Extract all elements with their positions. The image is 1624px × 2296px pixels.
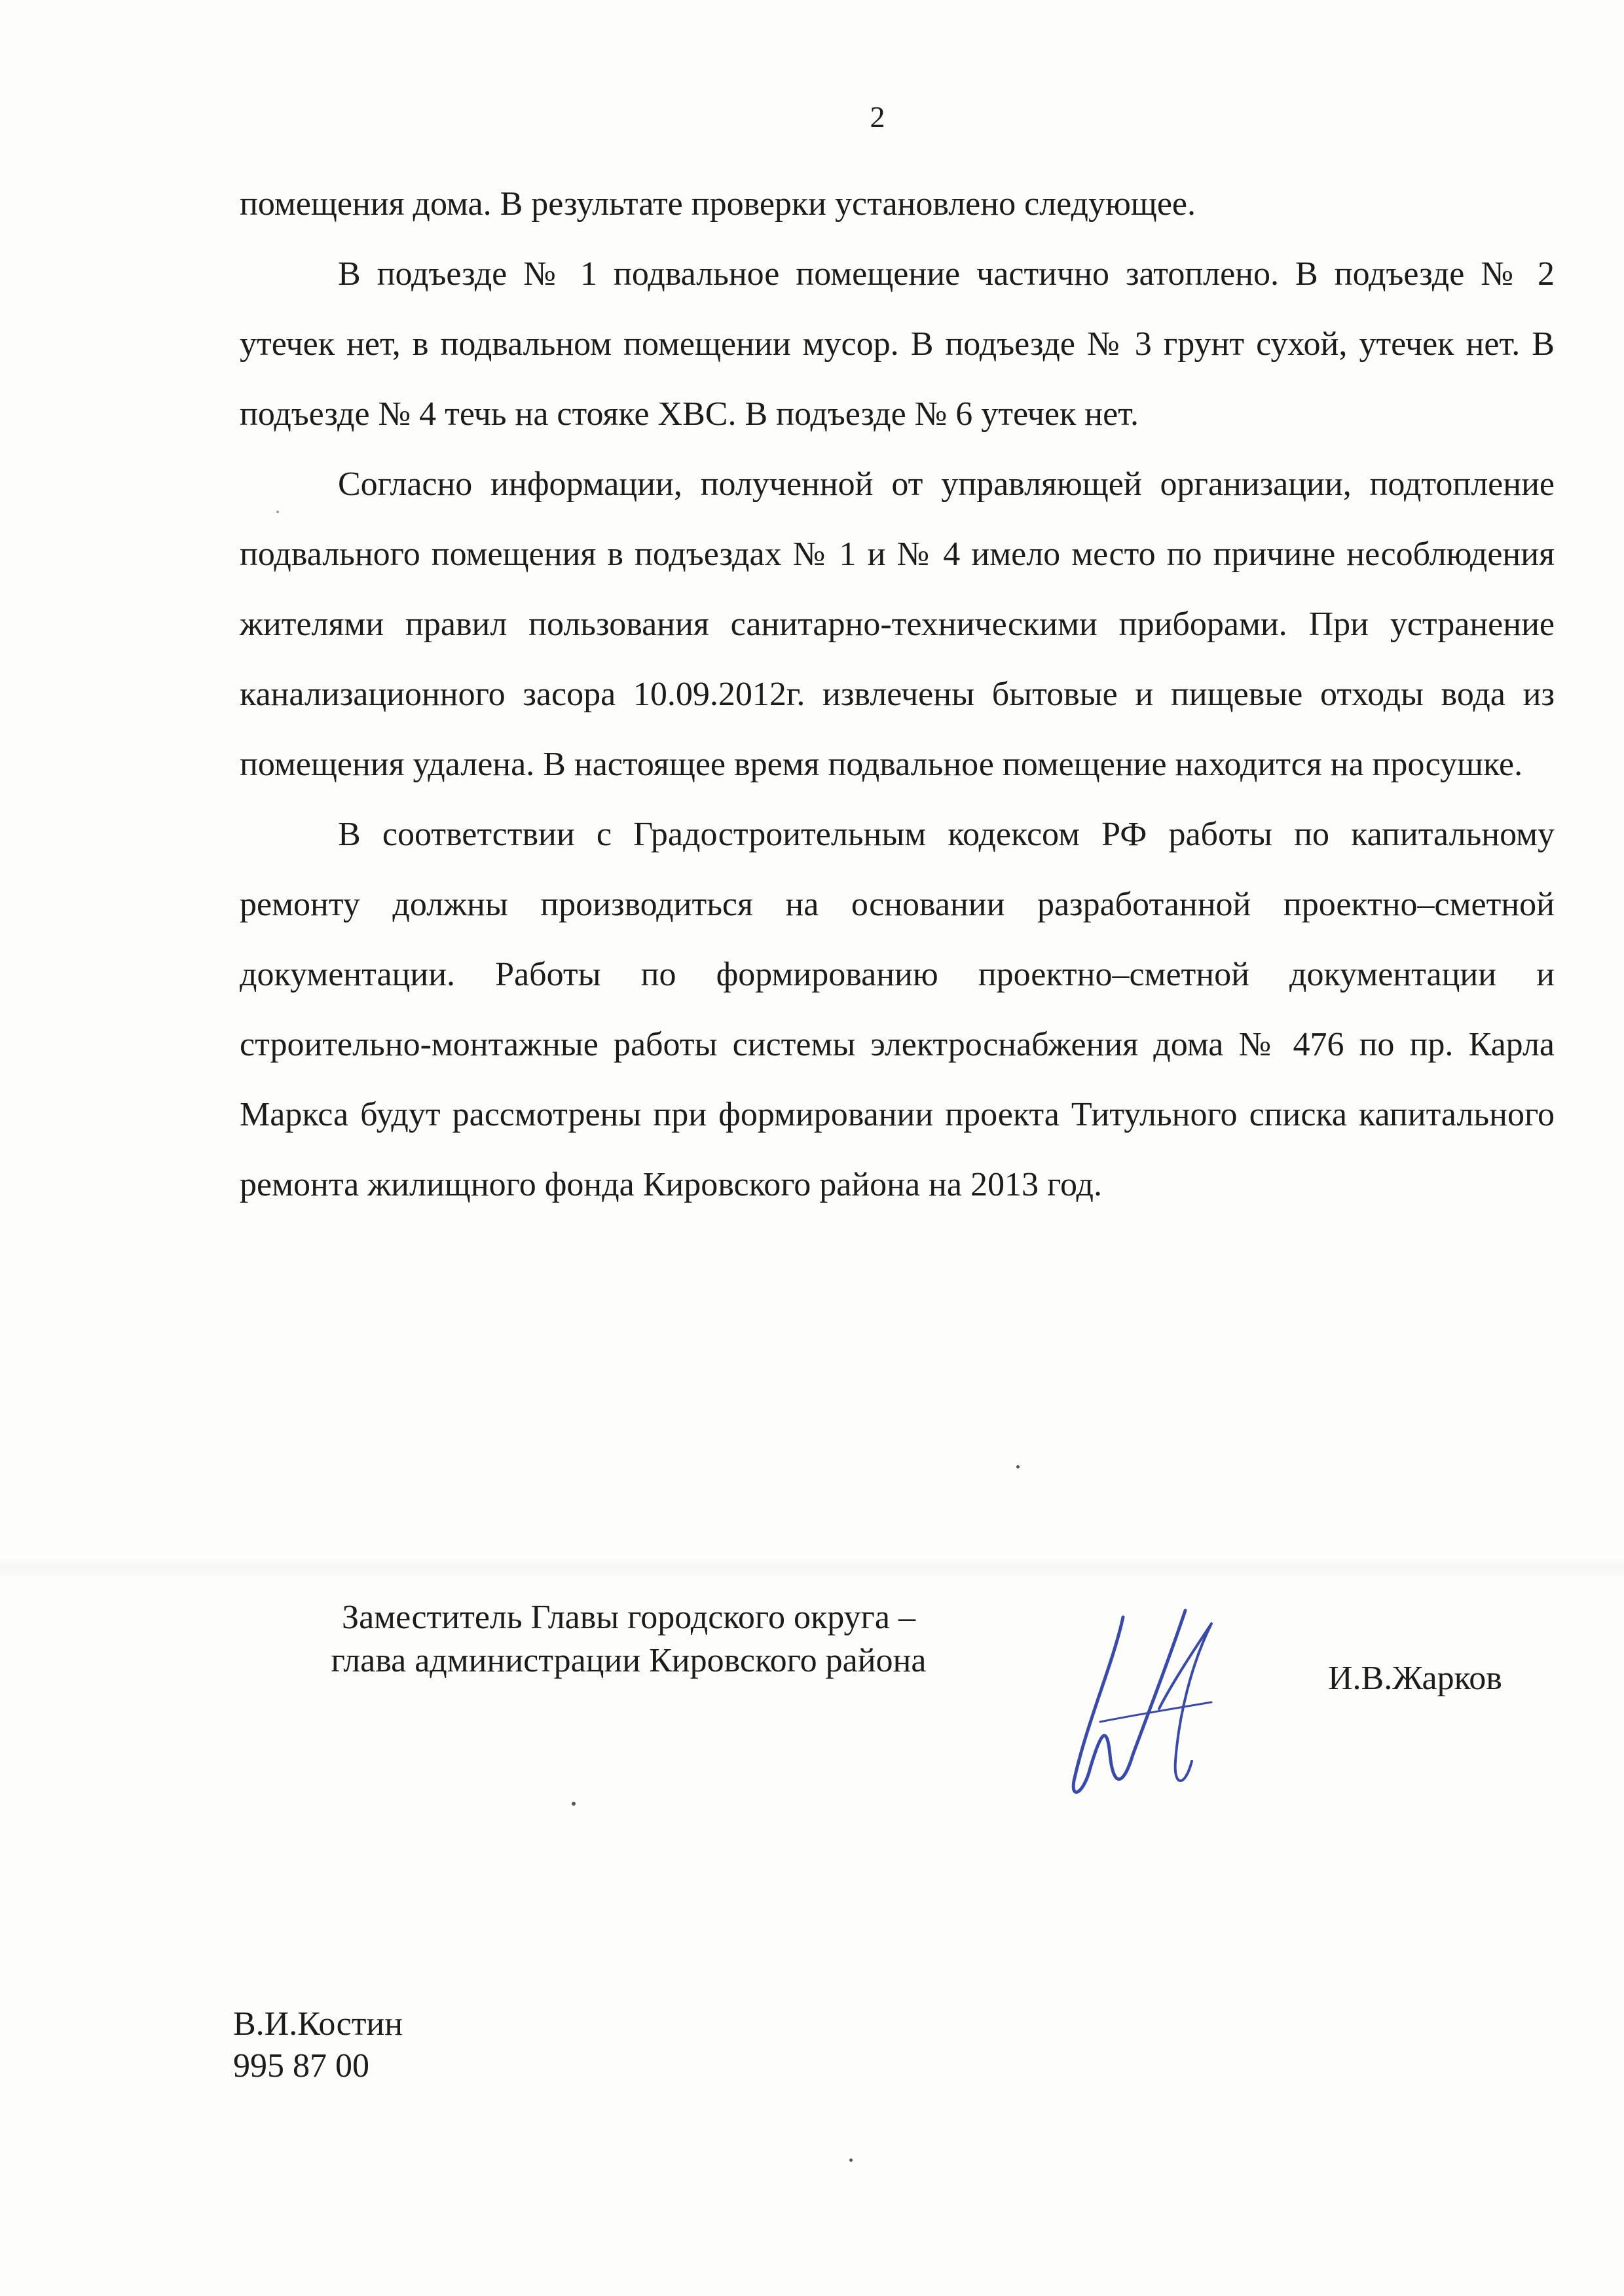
signatory-position	[262, 1596, 995, 1683]
signer-name: И.В.Жарков	[1328, 1660, 1502, 1697]
letter-body	[240, 169, 1555, 1220]
scan-speck	[276, 511, 279, 513]
scan-speck	[1016, 1465, 1020, 1468]
executor-contact	[233, 2003, 403, 2087]
handwritten-signature	[1061, 1591, 1257, 1807]
scan-speck	[849, 2159, 853, 2162]
executor-name: В.И.Костин	[233, 2005, 403, 2043]
paragraph: В соответствии с Градостроительным кодексом РФ работы по капитальному ремонту должны производиться на основании разработанной проектно–сметной документации. Работы по формированию проектно–сметной документации и строительно-монтажные работы системы электроснабжения дома № 476 по пр. Карла Маркса будут рассмотрены при формировании проекта Титульного списка капитального ремонта жилищного фонда Кировского района на 2013 год.	[240, 816, 1555, 1203]
position-line: глава администрации Кировского района	[331, 1642, 927, 1679]
paragraph: В подъезде № 1 подвальное помещение частично затоплено. В подъезде № 2 утечек нет, в подвальном помещении мусор. В подъезде № 3 грунт сухой, утечек нет. В подъезде № 4 течь на стояке ХВС. В подъезде № 6 утечек нет.	[240, 255, 1555, 433]
page-number: 2	[870, 100, 885, 134]
position-line: Заместитель Главы городского округа –	[342, 1599, 915, 1636]
executor-phone: 995 87 00	[233, 2047, 369, 2085]
scan-speck	[572, 1802, 576, 1806]
paragraph: Согласно информации, полученной от управляющей организации, подтопление подвального помещения в подъездах № 1 и № 4 имело место по причине несоблюдения жителями правил пользования санитарно-техническими приборами. При устранение канализационного засора 10.09.2012г. извлечены бытовые и пищевые отходы вода из помещения удалена. В настоящее время подвальное помещение находится на просушке.	[240, 465, 1555, 783]
paragraph: помещения дома. В результате проверки установлено следующее.	[240, 185, 1196, 223]
